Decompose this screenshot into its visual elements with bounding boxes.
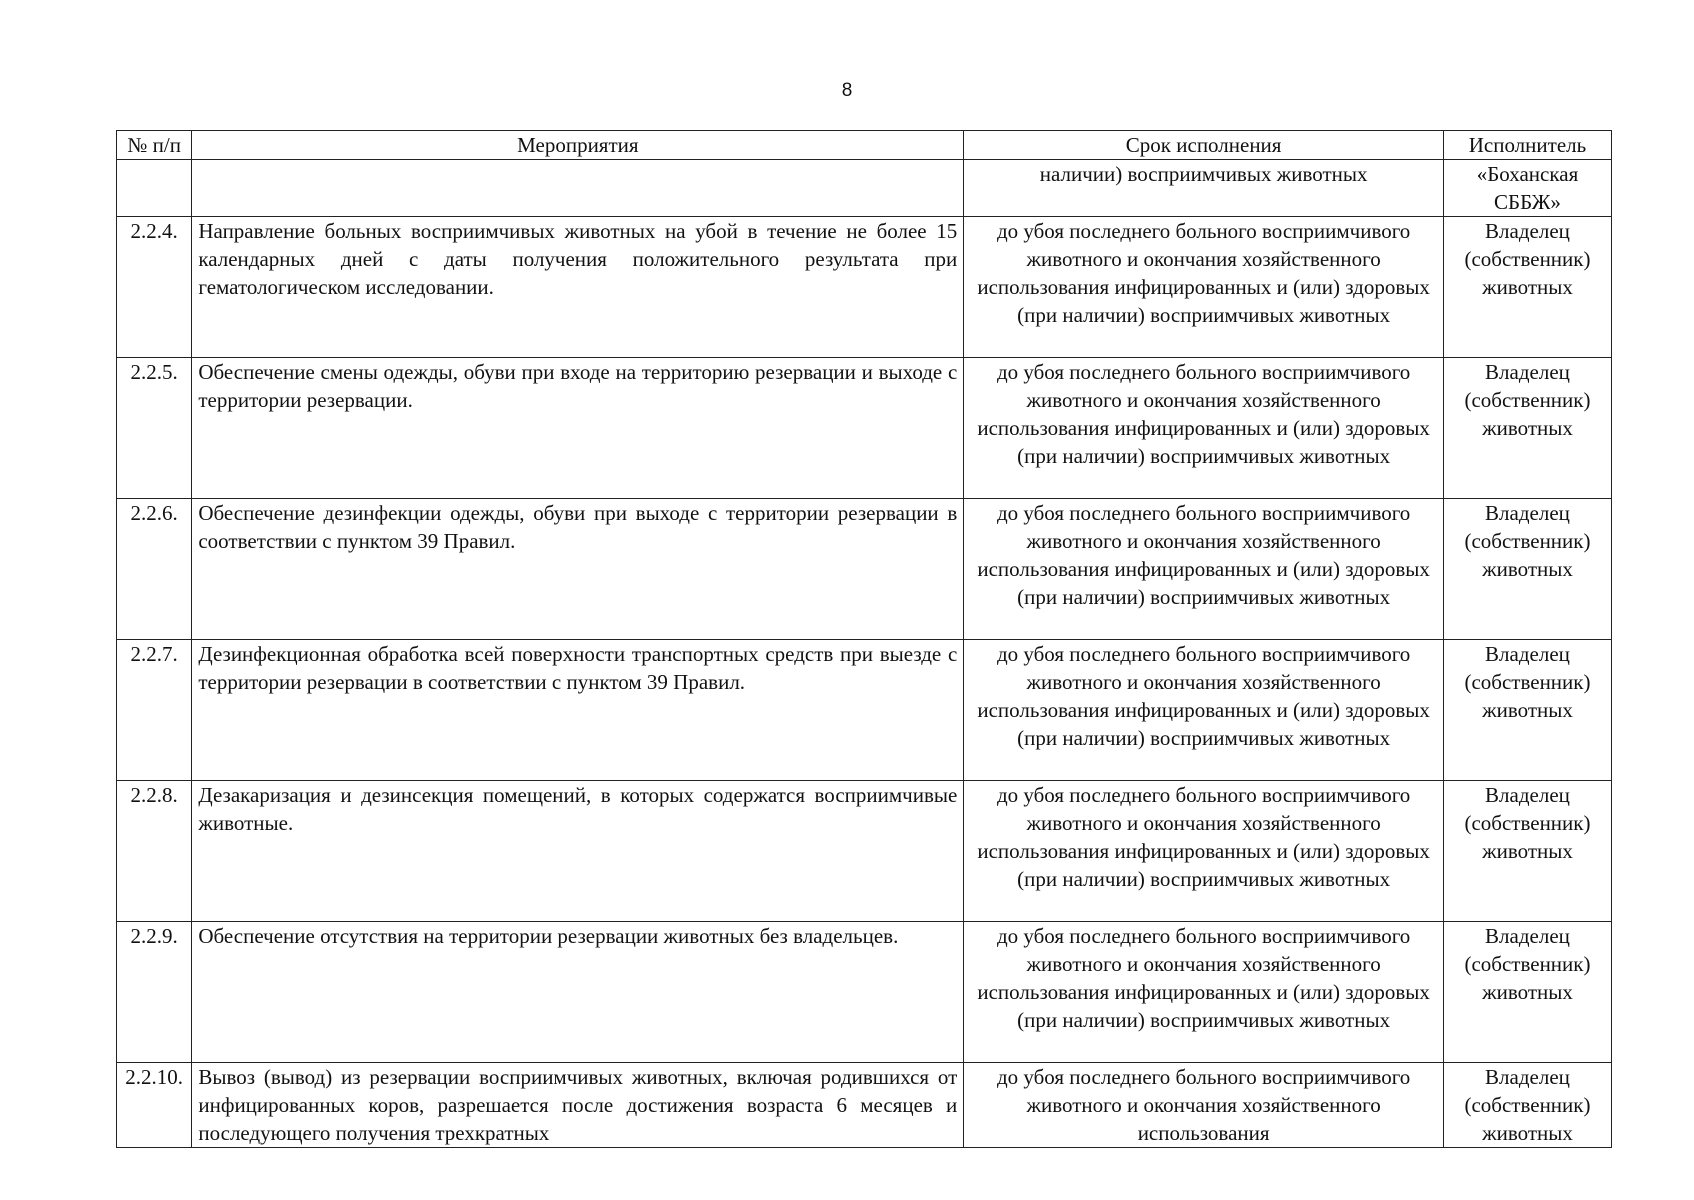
cell-executor: Владелец (собственник) животных xyxy=(1443,640,1611,781)
cell-num: 2.2.7. xyxy=(117,640,192,781)
cell-activity: Обеспечение смены одежды, обуви при входе на территорию резервации и выходе с территории резервации. xyxy=(192,358,964,499)
cell-term: до убоя последнего больного восприимчивого животного и окончания хозяйственного использования инфицированных и (или) здоровых (при наличии) восприимчивых животных xyxy=(964,781,1444,922)
cell-term: наличии) восприимчивых животных xyxy=(964,160,1444,217)
cell-term: до убоя последнего больного восприимчивого животного и окончания хозяйственного использования инфицированных и (или) здоровых (при наличии) восприимчивых животных xyxy=(964,922,1444,1063)
cell-executor: Владелец (собственник) животных xyxy=(1443,1063,1611,1148)
measures-table xyxy=(116,130,1612,1148)
cell-activity xyxy=(192,160,964,217)
cell-num: 2.2.6. xyxy=(117,499,192,640)
cell-num: 2.2.10. xyxy=(117,1063,192,1148)
cell-num: 2.2.5. xyxy=(117,358,192,499)
header-activity: Мероприятия xyxy=(192,131,964,160)
table-row xyxy=(117,217,1612,358)
cell-executor: «Боханская СББЖ» xyxy=(1443,160,1611,217)
cell-num: 2.2.4. xyxy=(117,217,192,358)
table-row xyxy=(117,922,1612,1063)
header-term: Срок исполнения xyxy=(964,131,1444,160)
cell-num: 2.2.8. xyxy=(117,781,192,922)
cell-activity: Вывоз (вывод) из резервации восприимчивых животных, включая родившихся от инфицированных коров, разрешается после достижения возраста 6 месяцев и последующего получения трехкратных xyxy=(192,1063,964,1148)
cell-term: до убоя последнего больного восприимчивого животного и окончания хозяйственного использования инфицированных и (или) здоровых (при наличии) восприимчивых животных xyxy=(964,217,1444,358)
cell-term: до убоя последнего больного восприимчивого животного и окончания хозяйственного использования xyxy=(964,1063,1444,1148)
page-number: 8 xyxy=(841,80,853,101)
cell-executor: Владелец (собственник) животных xyxy=(1443,781,1611,922)
cell-activity: Дезакаризация и дезинсекция помещений, в которых содержатся восприимчивые животные. xyxy=(192,781,964,922)
cell-executor: Владелец (собственник) животных xyxy=(1443,358,1611,499)
cell-activity: Обеспечение дезинфекции одежды, обуви при выходе с территории резервации в соответствии с пунктом 39 Правил. xyxy=(192,499,964,640)
table-row xyxy=(117,781,1612,922)
table-row-continuation xyxy=(117,160,1612,217)
table-row xyxy=(117,358,1612,499)
header-num: № п/п xyxy=(117,131,192,160)
header-executor: Исполнитель xyxy=(1443,131,1611,160)
cell-term: до убоя последнего больного восприимчивого животного и окончания хозяйственного использования инфицированных и (или) здоровых (при наличии) восприимчивых животных xyxy=(964,358,1444,499)
cell-term: до убоя последнего больного восприимчивого животного и окончания хозяйственного использования инфицированных и (или) здоровых (при наличии) восприимчивых животных xyxy=(964,499,1444,640)
cell-term: до убоя последнего больного восприимчивого животного и окончания хозяйственного использования инфицированных и (или) здоровых (при наличии) восприимчивых животных xyxy=(964,640,1444,781)
cell-executor: Владелец (собственник) животных xyxy=(1443,499,1611,640)
table-row xyxy=(117,499,1612,640)
cell-activity: Дезинфекционная обработка всей поверхности транспортных средств при выезде с территории резервации в соответствии с пунктом 39 Правил. xyxy=(192,640,964,781)
cell-num: 2.2.9. xyxy=(117,922,192,1063)
cell-activity: Направление больных восприимчивых животных на убой в течение не более 15 календарных дней с даты получения положительного результата при гематологическом исследовании. xyxy=(192,217,964,358)
cell-activity: Обеспечение отсутствия на территории резервации животных без владельцев. xyxy=(192,922,964,1063)
cell-executor: Владелец (собственник) животных xyxy=(1443,217,1611,358)
table-row xyxy=(117,640,1612,781)
table-header-row xyxy=(117,131,1612,160)
table-row xyxy=(117,1063,1612,1148)
cell-num xyxy=(117,160,192,217)
cell-executor: Владелец (собственник) животных xyxy=(1443,922,1611,1063)
